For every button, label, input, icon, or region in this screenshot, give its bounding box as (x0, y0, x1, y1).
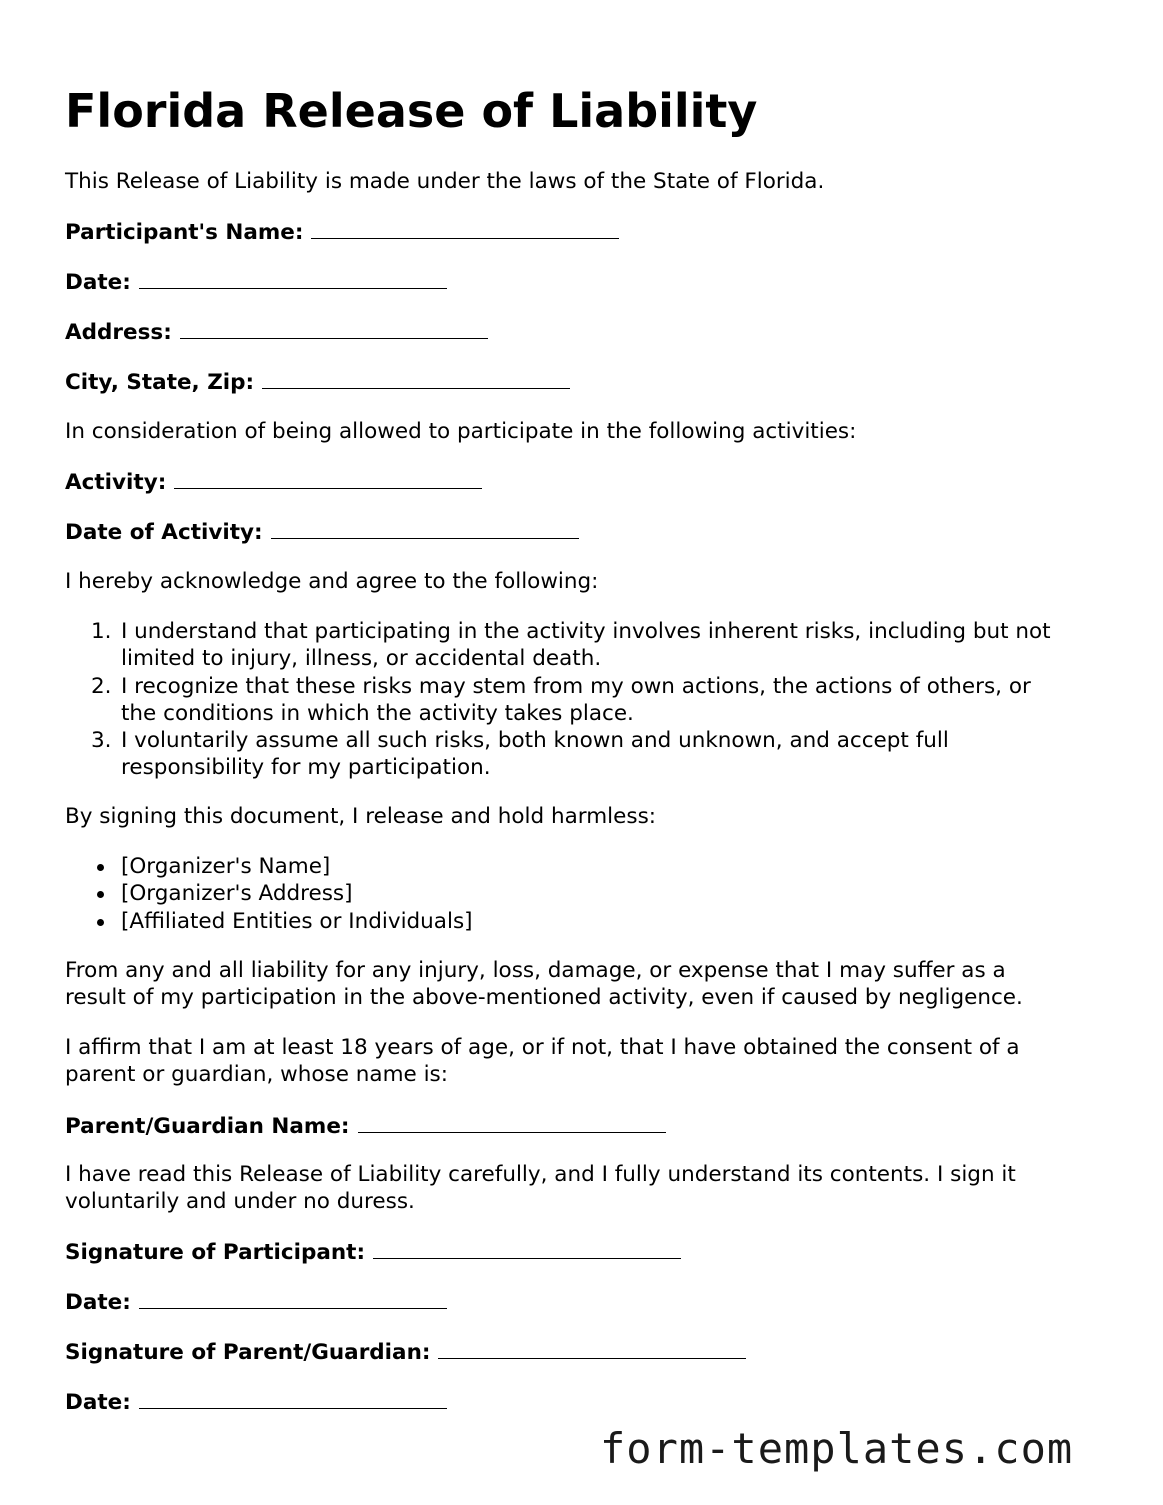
field-label: City, State, Zip: (65, 370, 255, 395)
list-item-line: limited to injury, illness, or accidental death. (121, 646, 602, 672)
paragraph-line: parent or guardian, whose name is: (65, 1062, 448, 1087)
participant-signature-date-field (65, 1288, 447, 1316)
field-label: Signature of Parent/Guardian: (65, 1340, 431, 1365)
age-paragraph (65, 1034, 1020, 1088)
guardian-signature-field (65, 1338, 746, 1366)
paragraph-line: voluntarily and under no duress. (65, 1189, 415, 1214)
city-state-zip-field (65, 368, 570, 396)
field-label: Date of Activity: (65, 520, 263, 545)
release-intro-text: By signing this document, I release and hold harmless: (65, 804, 657, 829)
consideration-text: In consideration of being allowed to participate in the following activities: (65, 419, 857, 444)
paragraph-line: result of my participation in the above-mentioned activity, even if caused by negligence. (65, 985, 1023, 1010)
participant-signature-field (65, 1238, 681, 1266)
read-paragraph (65, 1161, 1016, 1215)
list-item-line: I voluntarily assume all such risks, both known and unknown, and accept full (121, 728, 949, 754)
address-blank[interactable] (180, 318, 488, 339)
list-item-text: [Organizer's Name] (121, 854, 331, 879)
date-field (65, 268, 447, 296)
document-title: Florida Release of Liability (65, 84, 758, 138)
field-label: Address: (65, 320, 172, 345)
guardian-signature-date-field (65, 1388, 447, 1416)
list-number: 2. (91, 673, 112, 699)
list-item-line: responsibility for my participation. (121, 755, 491, 781)
field-label: Signature of Participant: (65, 1240, 366, 1265)
date-of-activity-blank[interactable] (271, 518, 579, 539)
watermark-text: form-templates.com (600, 1424, 1074, 1473)
paragraph-line: I affirm that I am at least 18 years of age, or if not, that I have obtained the consent of a (65, 1035, 1020, 1060)
list-item-line: the conditions in which the activity takes place. (121, 700, 634, 726)
list-item (65, 727, 1051, 782)
paragraph-line: From any and all liability for any injury, loss, damage, or expense that I may suffer as a (65, 958, 1006, 983)
participant-name-blank[interactable] (311, 218, 619, 239)
field-label: Parent/Guardian Name: (65, 1114, 350, 1139)
bullet-icon (97, 919, 104, 926)
list-item (65, 673, 1051, 728)
guardian-name-field (65, 1112, 666, 1140)
list-item (65, 880, 473, 907)
liability-paragraph (65, 957, 1023, 1011)
agreement-list (65, 618, 1051, 782)
field-label: Date: (65, 270, 131, 295)
bullet-icon (97, 891, 104, 898)
date-of-activity-field (65, 518, 579, 546)
released-parties-list (65, 853, 473, 935)
city-state-zip-blank[interactable] (262, 368, 570, 389)
list-number: 3. (91, 728, 112, 754)
field-label: Activity: (65, 470, 167, 495)
guardian-signature-date-blank[interactable] (139, 1388, 447, 1409)
list-item (65, 618, 1051, 673)
field-label: Date: (65, 1290, 131, 1315)
date-blank[interactable] (139, 268, 447, 289)
acknowledge-text: I hereby acknowledge and agree to the following: (65, 569, 599, 594)
activity-field (65, 468, 482, 496)
list-item-text: [Organizer's Address] (121, 881, 353, 907)
guardian-name-blank[interactable] (358, 1112, 666, 1133)
list-item (65, 853, 473, 880)
paragraph-line: I have read this Release of Liability carefully, and I fully understand its contents. I sign it (65, 1162, 1016, 1187)
intro-text: This Release of Liability is made under the laws of the State of Florida. (65, 169, 825, 194)
list-number: 1. (91, 619, 112, 644)
bullet-icon (97, 864, 104, 871)
participant-signature-blank[interactable] (373, 1238, 681, 1259)
list-item-text: [Affiliated Entities or Individuals] (121, 908, 473, 934)
field-label: Date: (65, 1390, 131, 1415)
participant-signature-date-blank[interactable] (139, 1288, 447, 1309)
field-label: Participant's Name: (65, 220, 304, 245)
list-item-line: I understand that participating in the activity involves inherent risks, including but not (121, 619, 1051, 644)
list-item-line: I recognize that these risks may stem from my own actions, the actions of others, or (121, 673, 1031, 699)
guardian-signature-blank[interactable] (438, 1338, 746, 1359)
list-item (65, 908, 473, 935)
address-field (65, 318, 488, 346)
participant-name-field (65, 218, 619, 246)
activity-blank[interactable] (174, 468, 482, 489)
